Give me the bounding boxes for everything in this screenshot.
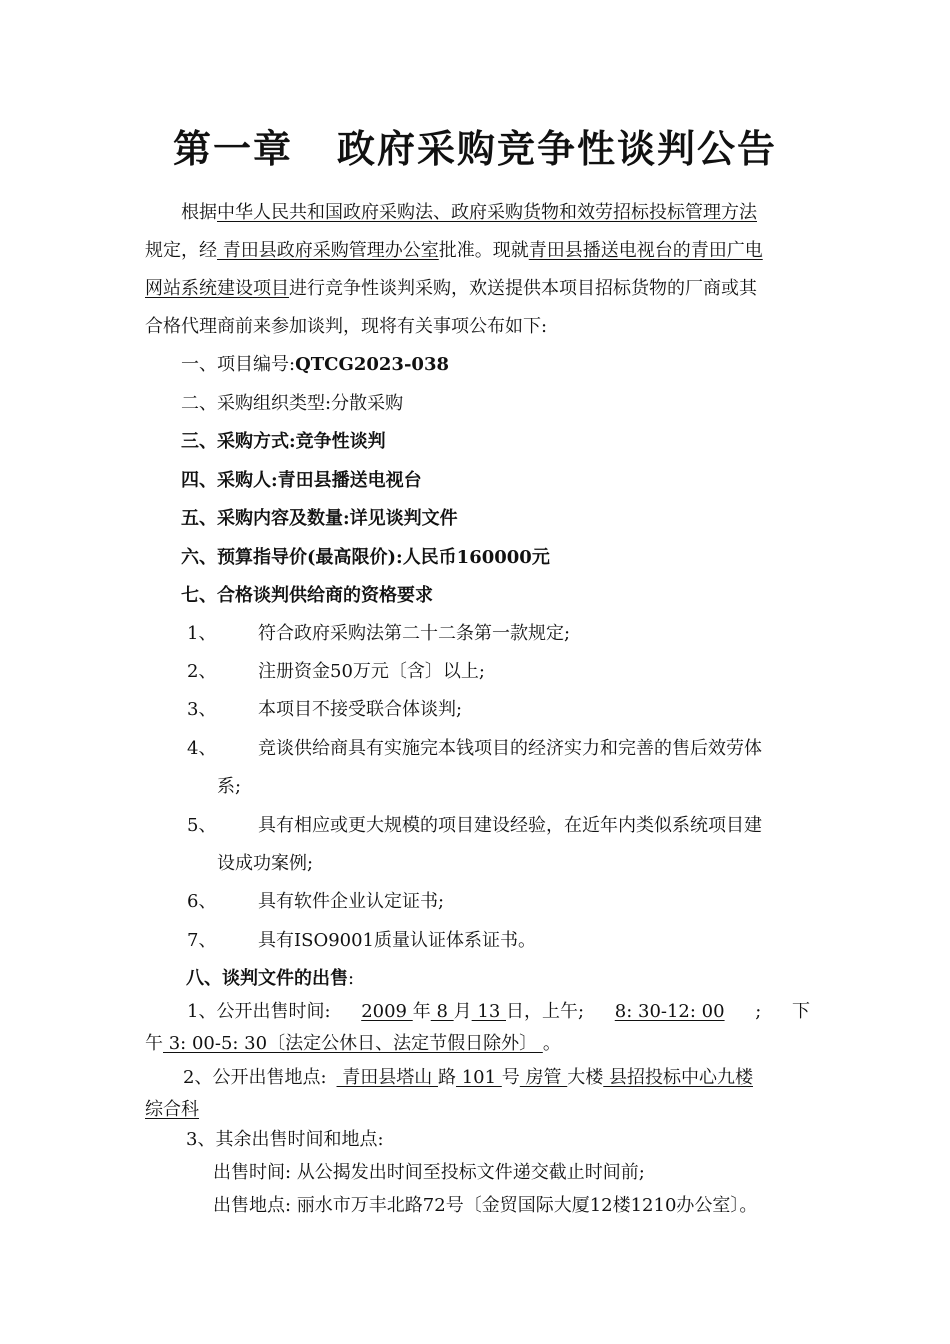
list-item: 注册资金50万元〔含〕以上; [258, 661, 485, 682]
list-item-number: 6、 [187, 891, 217, 912]
list-item-number: 7、 [187, 930, 217, 951]
morning-hours: 8: 30-12: 00 [614, 1001, 725, 1022]
page-title [0, 118, 950, 173]
law-name: 中华人民共和国政府采购法、政府采购货物和效劳招标投标管理方法 [217, 202, 757, 223]
section-document-sale: 八、谈判文件的出售: [186, 968, 355, 989]
project-name-cont: 网站系统建设项目 [145, 278, 289, 299]
afternoon-hours: 3: 00-5: 30〔法定公休日、法定节假日除外〕 [163, 1033, 543, 1054]
intro-line-2: 规定，经 青田县政府采购管理办公室批准。现就青田县播送电视台的青田广电 [145, 240, 763, 261]
section-project-number: 一、项目编号:QTCG2023-038 [181, 354, 449, 375]
sale-place-line-1: 2、公开出售地点: 青田县塔山 路 101 号 房管 大楼 县招投标中心九楼 [183, 1067, 753, 1088]
list-item-number: 1、 [187, 623, 217, 644]
other-sale-time: 出售时间: 从公揭发出时间至投标文件递交截止时间前; [213, 1162, 645, 1183]
section-qualifications: 七、合格谈判供给商的资格要求 [181, 585, 433, 606]
section-budget: 六、预算指导价(最高限价):人民币160000元 [181, 547, 550, 568]
list-item: 符合政府采购法第二十二条第一款规定; [258, 623, 571, 644]
sale-time-line-1: 1、公开出售时间: 2009 年 8 月 13 日，上午; 8: 30-12: 00 ; 下 [187, 1001, 810, 1022]
chapter-title: 政府采购竞争性谈判公告 [337, 126, 778, 171]
intro-line-1: 根据中华人民共和国政府采购法、政府采购货物和效劳招标投标管理方法 [181, 202, 757, 223]
section-purchaser: 四、采购人:青田县播送电视台 [181, 470, 422, 491]
list-item-continuation: 系; [217, 776, 242, 797]
list-item: 具有相应或更大规模的项目建设经验，在近年内类似系统项目建 [258, 815, 762, 836]
intro-line-4: 合格代理商前来参加谈判，现将有关事项公布如下: [145, 316, 548, 337]
chapter-label: 第一章 [172, 126, 293, 171]
other-sale-place: 出售地点: 丽水市万丰北路72号〔金贸国际大厦12楼1210办公室〕。 [213, 1195, 758, 1216]
other-sale-heading: 3、其余出售时间和地点: [186, 1129, 384, 1150]
section-purchase-method: 三、采购方式:竞争性谈判 [181, 431, 386, 452]
project-name: 青田县播送电视台的青田广电 [528, 240, 763, 261]
list-item-number: 3、 [187, 699, 217, 720]
list-item: 具有软件企业认定证书; [258, 891, 445, 912]
intro-line-3: 网站系统建设项目进行竞争性谈判采购，欢送提供本项目招标货物的厂商或其 [145, 278, 757, 299]
list-item-number: 4、 [187, 738, 217, 759]
sale-time-line-2: 午 3: 00-5: 30〔法定公休日、法定节假日除外〕 。 [145, 1033, 561, 1054]
list-item: 具有ISO9001质量认证体系证书。 [258, 930, 537, 951]
section-content-quantity: 五、采购内容及数量:详见谈判文件 [181, 508, 458, 529]
list-item: 竞谈供给商具有实施完本钱项目的经济实力和完善的售后效劳体 [258, 738, 762, 759]
list-item: 本项目不接受联合体谈判; [258, 699, 463, 720]
list-item-number: 5、 [187, 815, 217, 836]
list-item-continuation: 设成功案例; [217, 853, 314, 874]
list-item-number: 2、 [187, 661, 217, 682]
approving-office: 青田县政府采购管理办公室 [217, 240, 439, 261]
section-organization-type: 二、采购组织类型:分散采购 [181, 393, 404, 414]
sale-place-line-2: 综合科 [145, 1099, 199, 1120]
